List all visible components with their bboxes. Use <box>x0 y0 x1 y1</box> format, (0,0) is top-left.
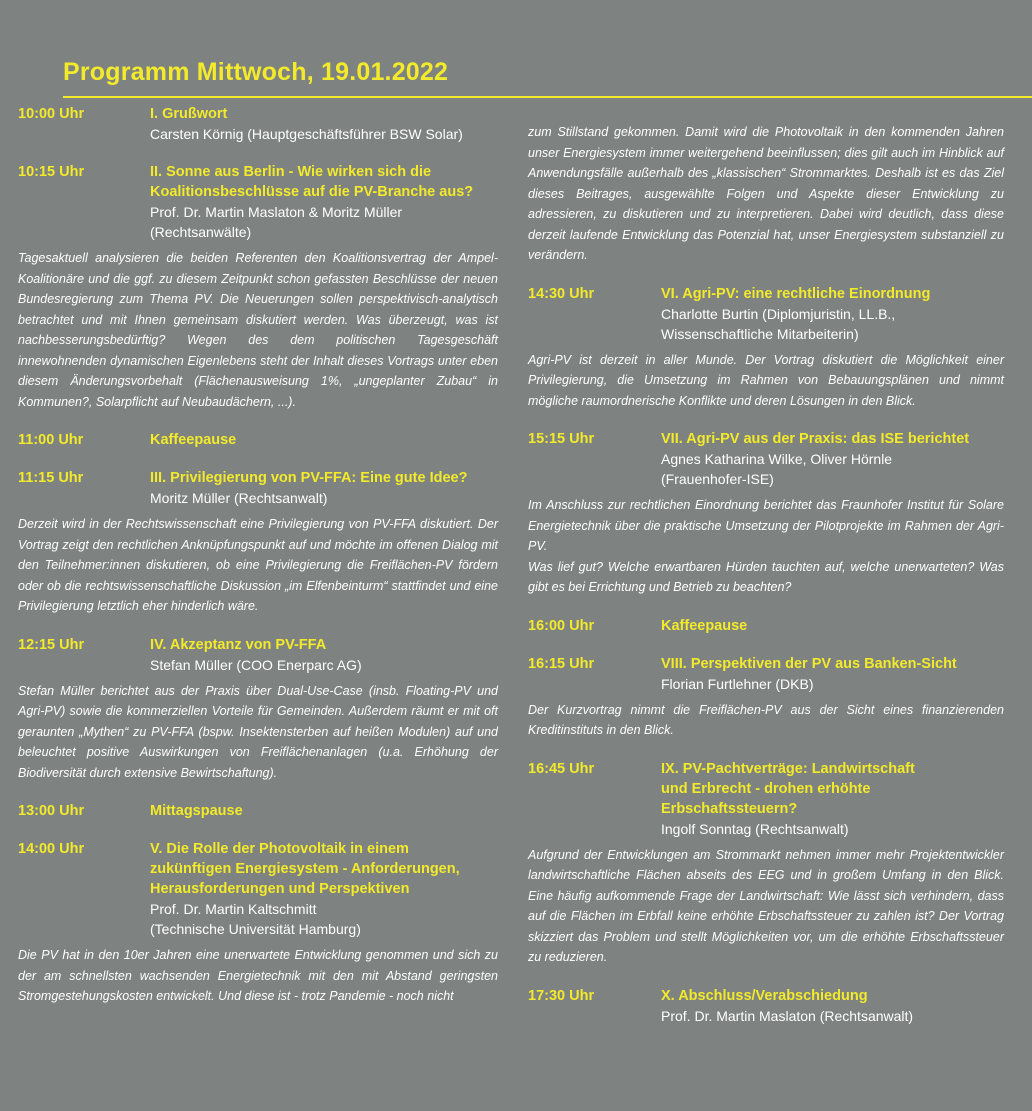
session-description <box>528 495 1004 598</box>
session-time: 14:30 Uhr <box>528 285 595 302</box>
session-heading: II. Sonne aus Berlin - Wie wirken sich die Koalitionsbeschlüsse auf die PV-Branche aus? <box>150 164 474 200</box>
break-mittagspause <box>18 801 498 821</box>
session-time: 16:45 Uhr <box>528 760 595 777</box>
break-kaffeepause-2 <box>528 616 1004 636</box>
session-time: 15:15 Uhr <box>528 431 595 447</box>
session-heading: VIII. Perspektiven der PV aus Banken-Sicht <box>661 655 957 672</box>
page-title: Programm Mittwoch, 19.01.2022 <box>63 58 449 86</box>
session-agri-pv-rechtlich <box>528 284 1004 344</box>
session-rolle-photovoltaik <box>18 839 498 939</box>
session-speaker-affiliation: Wissenschaftliche Mitarbeiterin) <box>661 325 859 342</box>
session-heading: IX. PV-Pachtverträge: Landwirtschaft <box>661 760 915 777</box>
session-description-continued: zum Stillstand gekommen. Damit wird die Photovoltaik in den kommenden Jahren unser Energiesystem immer weitergehend beeinflussen; dies gilt auch im Hinblick auf Anwendungsfälle außerhalb des „klassischen“ Strommarktes. Deshalb ist es das Ziel dieses Beitrages, ausgewählte Folgen und Aspekte dieser Entwicklung zu adressieren, zu diskutieren und zu interpretieren. Dabei wird deutlich, dass diese derzeit laufende Entwicklung das Potenzial hat, unser Energiesystem substanziell zu verändern. <box>528 125 1004 262</box>
session-agri-pv-praxis <box>528 429 1004 489</box>
session-speaker: Carsten Körnig (Hauptgeschäftsführer BSW Solar) <box>150 126 463 142</box>
session-description-paragraph: Im Anschluss zur rechtlichen Einordnung berichtet das Fraunhofer Institut für Solare Energietechnik über die praktische Umsetzung der Pilotprojekte im Rahmen der Agri-PV. <box>528 498 1004 553</box>
session-pachtvertraege <box>528 759 1004 839</box>
session-abschluss <box>528 986 1004 1026</box>
session-sonne-aus-berlin <box>18 162 498 242</box>
session-description: Der Kurzvortrag nimmt die Freiflächen-PV aus der Sicht eines finanzierenden Kreditinstituts in den Blick. <box>528 702 1004 737</box>
session-grusswort <box>18 104 498 144</box>
session-banken-sicht <box>528 654 1004 694</box>
session-time: 14:00 Uhr <box>18 841 85 857</box>
session-time: 10:00 Uhr <box>18 106 85 122</box>
session-heading: X. Abschluss/Verabschiedung <box>661 987 868 1004</box>
session-time: 10:15 Uhr <box>18 164 85 180</box>
session-speaker: Moritz Müller (Rechtsanwalt) <box>150 490 328 506</box>
session-time: 11:15 Uhr <box>18 470 84 486</box>
session-time: 13:00 Uhr <box>18 803 85 819</box>
session-time: 16:00 Uhr <box>528 617 595 634</box>
session-heading: Kaffeepause <box>150 432 237 448</box>
session-heading: I. Grußwort <box>150 106 228 122</box>
left-column <box>18 104 498 1007</box>
session-heading-continued: und Erbrecht - drohen erhöhte Erbschaftssteuern? <box>661 780 871 817</box>
session-akzeptanz <box>18 635 498 675</box>
session-speaker: Stefan Müller (COO Enerparc AG) <box>150 656 362 673</box>
session-speaker: Florian Furtlehner (DKB) <box>661 675 814 692</box>
session-time: 16:15 Uhr <box>528 655 595 672</box>
title-rule <box>63 96 1032 98</box>
session-description: Aufgrund der Entwicklungen am Strommarkt nehmen immer mehr Projektentwickler landwirtschaftliche Flächen abseits des EEG und in großem Umfang in den Blick. Eine häufig aufkommende Frage der Landwirtschaft: Wie lässt sich verhindern, dass auf die Flächen im Erbfall keine erhöhte Erbschaftssteuer zu zahlen ist? Der Vortrag skizziert das Problem und stellt Möglichkeiten vor, um die erhöhte Erbschaftssteuer zu reduzieren. <box>528 847 1004 964</box>
session-speaker-affiliation: (Frauenhofer-ISE) <box>661 471 774 487</box>
session-privilegierung <box>18 468 498 508</box>
session-time: 12:15 Uhr <box>18 636 85 653</box>
session-speaker: Agnes Katharina Wilke, Oliver Hörnle <box>661 451 893 467</box>
session-heading: VI. Agri-PV: eine rechtliche Einordnung <box>661 285 931 302</box>
session-speaker: Ingolf Sonntag (Rechtsanwalt) <box>661 820 849 837</box>
session-speaker: Prof. Dr. Martin Maslaton & Moritz Müller <box>150 204 403 220</box>
session-heading: IV. Akzeptanz von PV-FFA <box>150 636 327 653</box>
session-heading: Mittagspause <box>150 803 243 819</box>
session-heading: V. Die Rolle der Photovoltaik in einem zukünftigen Energiesystem - Anforderungen, Herausforderungen und Perspektiven <box>150 841 460 897</box>
session-description: Agri-PV ist derzeit in aller Munde. Der Vortrag diskutiert die Möglichkeit einer Privilegierung, die Umsetzung im Rahmen von Bebauungsplänen und nimmt mögliche raumordnerische Konflikte und deren Lösungen in den Blick. <box>528 352 1004 408</box>
session-speaker: Charlotte Burtin (Diplomjuristin, LL.B., <box>661 305 896 322</box>
session-heading: VII. Agri-PV aus der Praxis: das ISE berichtet <box>661 431 970 447</box>
session-description: Tagesaktuell analysieren die beiden Referenten den Koalitionsvertrag der Ampel-Koalitionäre und die ggf. zu diesem Zeitpunkt schon gefassten Beschlüsse der neuen Bundesregierung zum Thema PV. Die Neuerungen sollen perspektivisch-analytisch betrachtet und mit Ihnen gemeinsam diskutiert werden. Was überzeugt, was ist nachbesserungsbedürftig? Wegen des dem politischen Tagesgeschäft innewohnenden dynamischen Eigenlebens steht der Inhalt dieses Vortrags unter eben diesem Änderungsvorbehalt (Flächenausweisung 1%, „ungeplanter Zubau“ in Kommunen?, Solarpflicht auf Neubaudächern, ...). <box>18 251 498 409</box>
session-speaker: Prof. Dr. Martin Maslaton (Rechtsanwalt) <box>661 1007 914 1024</box>
break-kaffeepause <box>18 430 498 450</box>
session-description: Derzeit wird in der Rechtswissenschaft eine Privilegierung von PV-FFA diskutiert. Der Vortrag zeigt den rechtlichen Anknüpfungspunkt auf und möchte im offenen Dialog mit den Teilnehmer:innen diskutieren, ob eine Privilegierung die Freiflächen-PV fördern oder ob die rechtswissenschaftliche Diskussion „im Elfenbeinturm“ stattfindet und eine Privilegierung letztlich eher hinderlich wäre. <box>18 517 498 613</box>
session-description-paragraph: Was lief gut? Welche erwartbaren Hürden tauchten auf, welche unerwarteten? Was gibt es bei Errichtung und Betrieb zu beachten? <box>528 559 1004 594</box>
session-heading: III. Privilegierung von PV-FFA: Eine gute Idee? <box>150 470 468 486</box>
session-speaker: Prof. Dr. Martin Kaltschmitt <box>150 901 317 917</box>
session-description: Stefan Müller berichtet aus der Praxis über Dual-Use-Case (insb. Floating-PV und Agri-PV) sowie die kommerziellen Vorteile für Gemeinden. Außerdem räumt er mit oft geraunten „Mythen“ zu PV-FFA (bspw. Insektensterben auf heißen Modulen) auf und beleuchtet positive Auswirkungen von Freiflächenanlagen (u.a. Erhöhung der Biodiversität durch extensive Bewirtschaftung). <box>18 683 498 780</box>
session-heading: Kaffeepause <box>661 617 748 634</box>
session-description: Die PV hat in den 10er Jahren eine unerwartete Entwicklung genommen und sich zu der am schnellsten wachsenden Energietechnik mit den mit Abstand geringsten Stromgestehungskosten entwickelt. Und diese ist - trotz Pandemie - noch nicht <box>18 948 498 1003</box>
session-speaker-affiliation: (Technische Universität Hamburg) <box>150 921 361 937</box>
session-speaker-affiliation: (Rechtsanwälte) <box>150 224 252 240</box>
right-column <box>528 122 1004 1026</box>
session-time: 17:30 Uhr <box>528 987 595 1004</box>
session-time: 11:00 Uhr <box>18 432 84 448</box>
